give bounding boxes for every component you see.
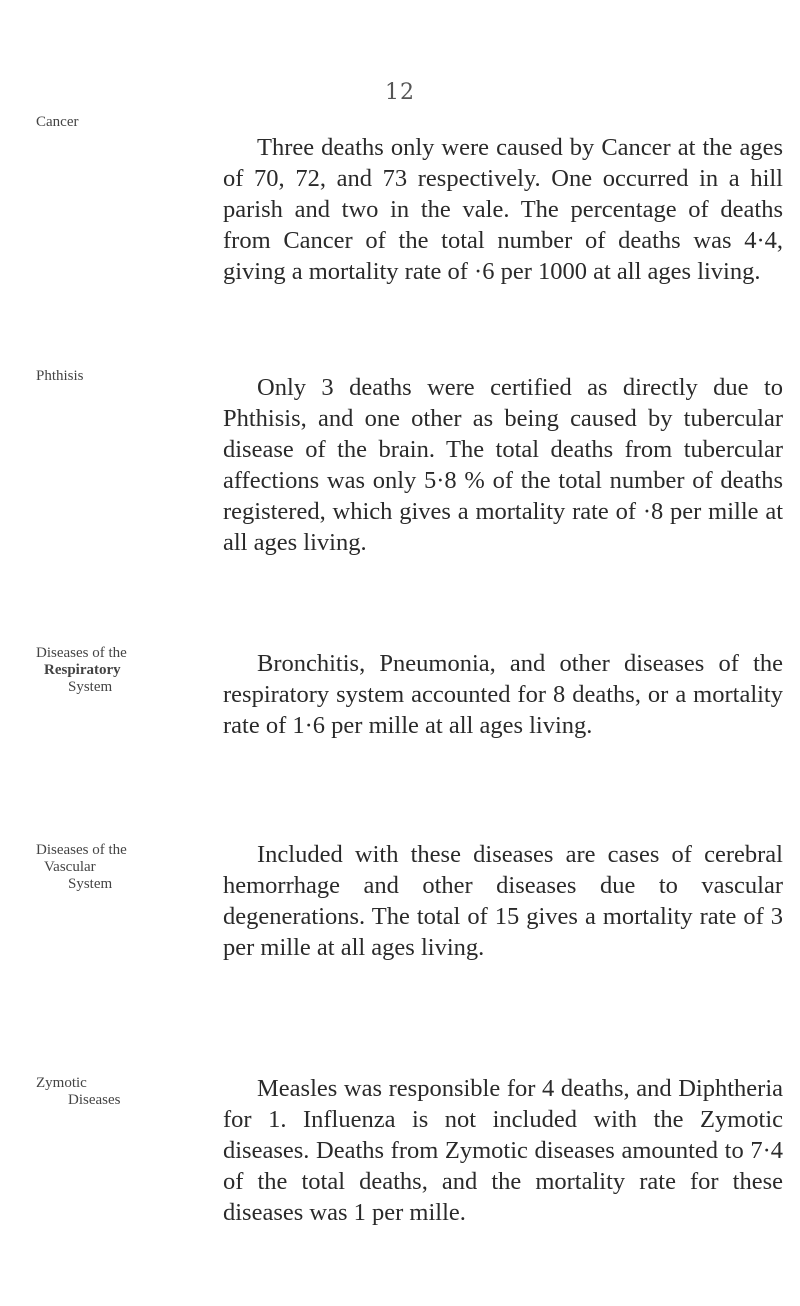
- margin-note-line: Diseases: [68, 1092, 121, 1108]
- margin-note-line: Zymotic: [36, 1075, 87, 1091]
- paragraph-text: Bronchitis, Pneumonia, and other diseases of the respiratory system accounted for 8 deaths, or a mortality rate of 1·6 per mille at all ages living.: [223, 650, 783, 739]
- paragraph-text: Only 3 deaths were certified as directly due to Phthisis, and one other as being caused by tubercular disease of the brain. The total deaths from tubercular affections was only 5·8 % of the total number of deaths registered, which gives a mortality rate of ·8 per mille at all ages living.: [223, 374, 783, 556]
- margin-note-phthisis: [36, 368, 136, 385]
- page-number: 12: [385, 80, 415, 105]
- paragraph-zymotic: [223, 1073, 783, 1228]
- margin-note-line: Vascular: [44, 859, 96, 875]
- margin-note-cancer: [36, 114, 136, 131]
- paragraph-vascular: [223, 839, 783, 963]
- margin-note-line: Diseases of the: [36, 645, 127, 661]
- paragraph-phthisis: [223, 372, 783, 558]
- margin-note-vascular: [36, 842, 136, 893]
- margin-note-line: System: [68, 876, 113, 892]
- margin-note-line: Respiratory: [44, 662, 121, 678]
- paragraph-text: Included with these diseases are cases of cerebral hemorrhage and other diseases due to vascular degenerations. The total of 15 gives a mortality rate of 3 per mille at all ages living.: [223, 841, 783, 961]
- paragraph-respiratory: [223, 648, 783, 741]
- margin-note-line: Diseases of the: [36, 842, 127, 858]
- margin-note-line: Phthisis: [36, 368, 84, 384]
- margin-note-zymotic: [36, 1075, 136, 1109]
- margin-note-respiratory: [36, 645, 136, 696]
- paragraph-cancer: [223, 132, 783, 287]
- margin-note-line: Cancer: [36, 114, 79, 130]
- margin-note-line: System: [68, 679, 113, 695]
- paragraph-text: Three deaths only were caused by Cancer at the ages of 70, 72, and 73 respectively. One occurred in a hill parish and two in the vale. The percentage of deaths from Cancer of the total number of deaths was 4·4, giving a mortality rate of ·6 per 1000 at all ages living.: [223, 134, 783, 285]
- paragraph-text: Measles was responsible for 4 deaths, and Diphtheria for 1. Influenza is not included with the Zymotic diseases. Deaths from Zymotic diseases amounted to 7·4 of the total deaths, and the mortality rate for these diseases was 1 per mille.: [223, 1075, 783, 1226]
